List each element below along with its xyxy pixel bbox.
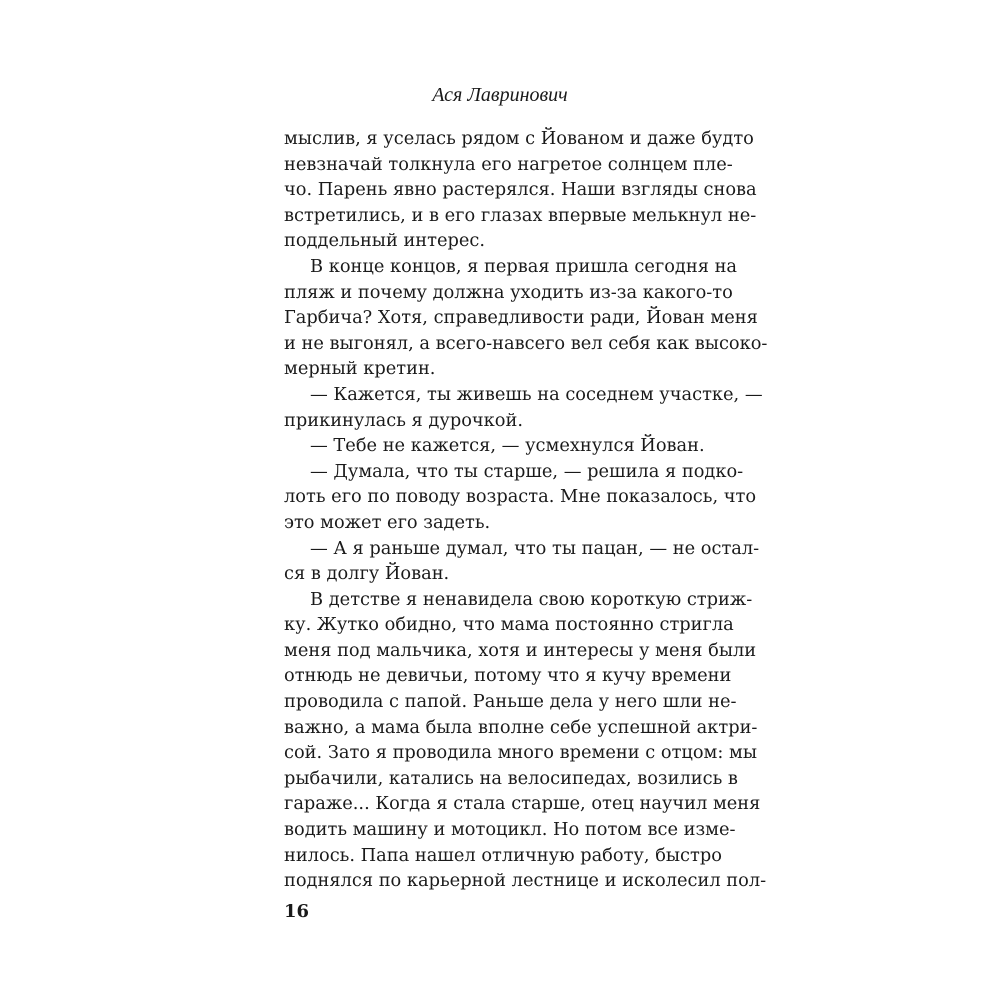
running-head-author: Ася Лавринович: [432, 84, 568, 106]
text-line: чо. Парень явно растерялся. Наши взгляды снова: [284, 179, 757, 201]
text-line: поддельный интерес.: [284, 230, 486, 252]
text-line: гараже... Когда я стала старше, отец научил меня: [284, 793, 761, 815]
text-line: ся в долгу Йован.: [284, 563, 450, 585]
page-number: 16: [284, 901, 310, 922]
text-line: и не выгонял, а всего-навсего вел себя как высоко-: [284, 332, 768, 354]
text-line: — Кажется, ты живешь на соседнем участке, —: [310, 383, 763, 405]
text-line: поднялся по карьерной лестнице и исколесил пол-: [284, 870, 767, 892]
text-line: — А я раньше думал, что ты пацан, — не остал-: [310, 537, 760, 559]
text-line: Гарбича? Хотя, справедливости ради, Йован меня: [284, 307, 758, 329]
text-line: ку. Жутко обидно, что мама постоянно стригла: [284, 614, 734, 636]
text-line: В конце концов, я первая пришла сегодня на: [310, 255, 738, 277]
text-line: это может его задеть.: [284, 511, 491, 533]
text-line: сой. Зато я проводила много времени с отцом: мы: [284, 742, 758, 764]
text-line: мерный кретин.: [284, 358, 436, 380]
text-line: В детстве я ненавидела свою короткую стриж-: [310, 588, 753, 610]
text-line: мыслив, я уселась рядом с Йованом и даже будто: [284, 128, 754, 149]
body-text: [284, 126, 768, 894]
text-line: пляж и почему должна уходить из-за какого-то: [284, 281, 733, 303]
text-line: лоть его по поводу возраста. Мне показалось, что: [284, 486, 757, 508]
text-line: важно, а мама была вполне себе успешной актри-: [284, 716, 758, 738]
text-line: меня под мальчика, хотя и интересы у меня были: [284, 639, 757, 661]
text-line: проводила с папой. Раньше дела у него шли не-: [284, 691, 737, 713]
text-line: рыбачили, катались на велосипедах, возились в: [284, 767, 738, 789]
text-line: — Думала, что ты старше, — решила я подко-: [310, 460, 744, 482]
text-line: прикинулась я дурочкой.: [284, 409, 523, 431]
text-line: нилось. Папа нашел отличную работу, быстро: [284, 844, 722, 866]
text-line: — Тебе не кажется, — усмехнулся Йован.: [310, 435, 705, 457]
text-line: невзначай толкнула его нагретое солнцем пле-: [284, 153, 733, 175]
text-line: встретились, и в его глазах впервые мелькнул не-: [284, 204, 757, 226]
text-line: водить машину и мотоцикл. Но потом все изме-: [284, 819, 736, 841]
text-line: отнюдь не девичьи, потому что я кучу времени: [284, 665, 732, 687]
